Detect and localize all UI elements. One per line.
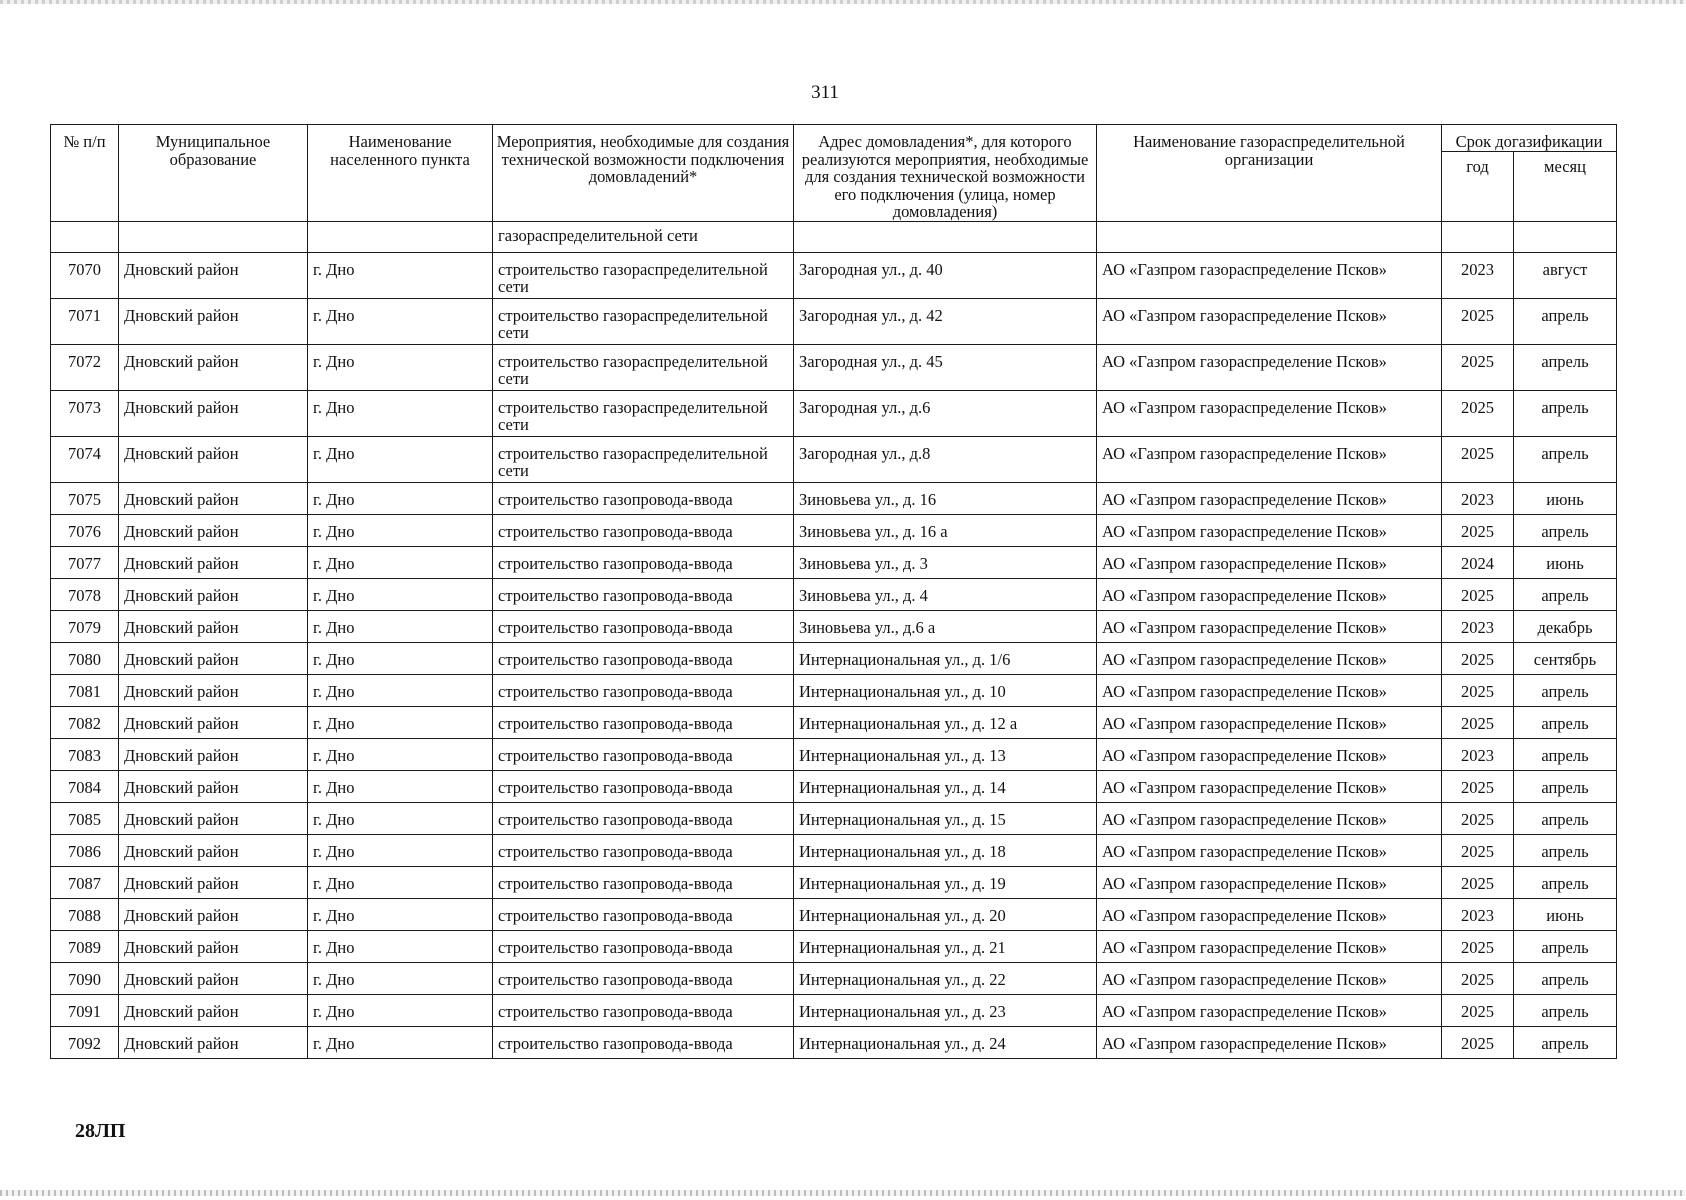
- cell-num: 7070: [51, 252, 119, 298]
- cell-municipality: Дновский район: [119, 898, 308, 930]
- cell-month: апрель: [1514, 298, 1617, 344]
- header-num: № п/п: [51, 125, 119, 222]
- cell-measure: строительство газопровода-ввода: [493, 930, 794, 962]
- cell-settlement: г. Дно: [308, 770, 493, 802]
- header-month: месяц: [1514, 151, 1617, 221]
- header-address: Адрес домовладения*, для которого реализуются мероприятия, необходимые для создания технической возможности его подключения (улица, номер домовладения): [794, 125, 1097, 222]
- cell-organization: АО «Газпром газораспределение Псков»: [1097, 514, 1442, 546]
- cell-year: 2025: [1442, 1026, 1514, 1058]
- cell-month: сентябрь: [1514, 642, 1617, 674]
- cell-municipality: Дновский район: [119, 1026, 308, 1058]
- header-municipality: Муниципальное образование: [119, 125, 308, 222]
- cell-num: 7071: [51, 298, 119, 344]
- cell-address: Интернациональная ул., д. 19: [794, 866, 1097, 898]
- cell-measure: строительство газопровода-ввода: [493, 642, 794, 674]
- cell-month: апрель: [1514, 866, 1617, 898]
- table-row: [51, 436, 1617, 482]
- cell-year: 2025: [1442, 642, 1514, 674]
- document-code: 28ЛП: [75, 1120, 126, 1142]
- cell-organization: АО «Газпром газораспределение Псков»: [1097, 578, 1442, 610]
- cell-address: Интернациональная ул., д. 21: [794, 930, 1097, 962]
- page-number: 311: [811, 82, 839, 103]
- cell-address: Загородная ул., д. 42: [794, 298, 1097, 344]
- cell-organization: АО «Газпром газораспределение Псков»: [1097, 610, 1442, 642]
- table-row: [51, 482, 1617, 514]
- cell-address: Загородная ул., д.8: [794, 436, 1097, 482]
- header-row: [51, 125, 1617, 152]
- cell-measure: строительство газораспределительной сети: [493, 390, 794, 436]
- cell-organization: АО «Газпром газораспределение Псков»: [1097, 482, 1442, 514]
- cell-year: 2023: [1442, 898, 1514, 930]
- cell-num: 7085: [51, 802, 119, 834]
- cell-num: 7087: [51, 866, 119, 898]
- cell-settlement: г. Дно: [308, 994, 493, 1026]
- cell-municipality: Дновский район: [119, 252, 308, 298]
- cell-settlement: г. Дно: [308, 390, 493, 436]
- cell-measure: строительство газораспределительной сети: [493, 344, 794, 390]
- cell-measure: строительство газопровода-ввода: [493, 962, 794, 994]
- table-row: [51, 962, 1617, 994]
- cell-num: 7075: [51, 482, 119, 514]
- cell-num: 7082: [51, 706, 119, 738]
- cell-municipality: Дновский район: [119, 674, 308, 706]
- cell-organization: АО «Газпром газораспределение Псков»: [1097, 994, 1442, 1026]
- cell-address: Зиновьева ул., д. 4: [794, 578, 1097, 610]
- cell-address: Интернациональная ул., д. 10: [794, 674, 1097, 706]
- cell-num: 7074: [51, 436, 119, 482]
- cell-month: апрель: [1514, 1026, 1617, 1058]
- table-header: [51, 125, 1617, 222]
- cell-num: 7092: [51, 1026, 119, 1058]
- cell-organization: АО «Газпром газораспределение Псков»: [1097, 898, 1442, 930]
- cell-settlement: г. Дно: [308, 866, 493, 898]
- cell-settlement: г. Дно: [308, 834, 493, 866]
- cell-year: 2025: [1442, 514, 1514, 546]
- cell-municipality: Дновский район: [119, 866, 308, 898]
- cell-settlement: г. Дно: [308, 706, 493, 738]
- cell-num: 7091: [51, 994, 119, 1026]
- cell-organization: АО «Газпром газораспределение Псков»: [1097, 866, 1442, 898]
- cell-organization: АО «Газпром газораспределение Псков»: [1097, 834, 1442, 866]
- cell-address: Интернациональная ул., д. 23: [794, 994, 1097, 1026]
- cell-num: 7078: [51, 578, 119, 610]
- cell-address: Загородная ул., д.6: [794, 390, 1097, 436]
- cell-address: Интернациональная ул., д. 15: [794, 802, 1097, 834]
- cell-year: 2025: [1442, 770, 1514, 802]
- cell-month: апрель: [1514, 390, 1617, 436]
- cell-municipality: Дновский район: [119, 994, 308, 1026]
- cell-organization: АО «Газпром газораспределение Псков»: [1097, 436, 1442, 482]
- cell-measure: строительство газопровода-ввода: [493, 546, 794, 578]
- cell-measure: строительство газопровода-ввода: [493, 898, 794, 930]
- cell-municipality: Дновский район: [119, 610, 308, 642]
- cell-num: 7079: [51, 610, 119, 642]
- cell-settlement: г. Дно: [308, 1026, 493, 1058]
- cell-municipality: Дновский район: [119, 344, 308, 390]
- table-row: [51, 514, 1617, 546]
- table-row: [51, 546, 1617, 578]
- cell-measure: строительство газораспределительной сети: [493, 436, 794, 482]
- table-row: [51, 298, 1617, 344]
- cell-municipality: Дновский район: [119, 578, 308, 610]
- cell-num: 7081: [51, 674, 119, 706]
- cell-month: апрель: [1514, 578, 1617, 610]
- table-row: [51, 834, 1617, 866]
- cell-num: 7080: [51, 642, 119, 674]
- cell-municipality: Дновский район: [119, 738, 308, 770]
- cell-organization: АО «Газпром газораспределение Псков»: [1097, 706, 1442, 738]
- cell-month: апрель: [1514, 962, 1617, 994]
- cell-address: Интернациональная ул., д. 20: [794, 898, 1097, 930]
- cell-measure: строительство газопровода-ввода: [493, 610, 794, 642]
- cell-year: 2025: [1442, 866, 1514, 898]
- cell-measure: строительство газопровода-ввода: [493, 674, 794, 706]
- cell-municipality: Дновский район: [119, 706, 308, 738]
- cell-year: 2025: [1442, 436, 1514, 482]
- cell-month: июнь: [1514, 482, 1617, 514]
- cell-organization: АО «Газпром газораспределение Псков»: [1097, 674, 1442, 706]
- cell-settlement: г. Дно: [308, 578, 493, 610]
- cell-settlement: г. Дно: [308, 344, 493, 390]
- cell-address: Интернациональная ул., д. 22: [794, 962, 1097, 994]
- cell-num: 7073: [51, 390, 119, 436]
- cell-municipality: Дновский район: [119, 930, 308, 962]
- cell-municipality: Дновский район: [119, 546, 308, 578]
- cell-num: 7086: [51, 834, 119, 866]
- cell-year: 2023: [1442, 610, 1514, 642]
- cell-settlement: г. Дно: [308, 252, 493, 298]
- cell-measure: строительство газопровода-ввода: [493, 770, 794, 802]
- cell-settlement: г. Дно: [308, 738, 493, 770]
- cell-municipality: Дновский район: [119, 962, 308, 994]
- cell-settlement: г. Дно: [308, 642, 493, 674]
- cell-measure: строительство газопровода-ввода: [493, 802, 794, 834]
- table-row: [51, 578, 1617, 610]
- cell-settlement: г. Дно: [308, 482, 493, 514]
- cell-municipality: Дновский район: [119, 436, 308, 482]
- table-body: [51, 221, 1617, 1058]
- cell-organization: АО «Газпром газораспределение Псков»: [1097, 344, 1442, 390]
- cell-num: 7077: [51, 546, 119, 578]
- table-row: [51, 706, 1617, 738]
- cell-address: Зиновьева ул., д.6 а: [794, 610, 1097, 642]
- cell-settlement: г. Дно: [308, 436, 493, 482]
- cell-measure: строительство газопровода-ввода: [493, 994, 794, 1026]
- cell-address: Интернациональная ул., д. 13: [794, 738, 1097, 770]
- cell-month: апрель: [1514, 344, 1617, 390]
- cell-organization: АО «Газпром газораспределение Псков»: [1097, 390, 1442, 436]
- cell-municipality: Дновский район: [119, 642, 308, 674]
- cell-municipality: Дновский район: [119, 390, 308, 436]
- cell-measure: строительство газопровода-ввода: [493, 1026, 794, 1058]
- table-row: [51, 610, 1617, 642]
- header-organization: Наименование газораспределительной организации: [1097, 125, 1442, 222]
- gasification-table: [50, 124, 1617, 1059]
- cell-address: Интернациональная ул., д. 12 а: [794, 706, 1097, 738]
- cell-month: апрель: [1514, 770, 1617, 802]
- cell-address: Зиновьева ул., д. 16: [794, 482, 1097, 514]
- cell-year: 2025: [1442, 298, 1514, 344]
- cell-month: апрель: [1514, 930, 1617, 962]
- cell-address: Загородная ул., д. 45: [794, 344, 1097, 390]
- cell-month: апрель: [1514, 436, 1617, 482]
- cell-month: июнь: [1514, 546, 1617, 578]
- cell-measure: строительство газопровода-ввода: [493, 514, 794, 546]
- cell-month: апрель: [1514, 674, 1617, 706]
- cell-year: 2025: [1442, 834, 1514, 866]
- cell-num: 7089: [51, 930, 119, 962]
- cell-year: 2025: [1442, 706, 1514, 738]
- cell-settlement: г. Дно: [308, 546, 493, 578]
- cell-measure: строительство газопровода-ввода: [493, 834, 794, 866]
- table-row: [51, 930, 1617, 962]
- cell-month: декабрь: [1514, 610, 1617, 642]
- cell-month: апрель: [1514, 834, 1617, 866]
- cell-measure: строительство газопровода-ввода: [493, 578, 794, 610]
- cell-address: Интернациональная ул., д. 1/6: [794, 642, 1097, 674]
- cell-organization: АО «Газпром газораспределение Псков»: [1097, 930, 1442, 962]
- cell-num: 7072: [51, 344, 119, 390]
- table-row: [51, 866, 1617, 898]
- scan-edge-bottom: [0, 1190, 1686, 1196]
- cell-municipality: Дновский район: [119, 770, 308, 802]
- table-row: [51, 344, 1617, 390]
- header-settlement: Наименование населенного пункта: [308, 125, 493, 222]
- cell-address: Интернациональная ул., д. 18: [794, 834, 1097, 866]
- continuation-row: [51, 221, 1617, 252]
- cell-month: апрель: [1514, 514, 1617, 546]
- cell-month: апрель: [1514, 994, 1617, 1026]
- cell-organization: АО «Газпром газораспределение Псков»: [1097, 962, 1442, 994]
- cell-month: апрель: [1514, 738, 1617, 770]
- cell-year: 2025: [1442, 962, 1514, 994]
- table-row: [51, 802, 1617, 834]
- table-row: [51, 738, 1617, 770]
- cell-settlement: г. Дно: [308, 298, 493, 344]
- cell-settlement: г. Дно: [308, 962, 493, 994]
- cell-address: Зиновьева ул., д. 16 а: [794, 514, 1097, 546]
- cell-month: июнь: [1514, 898, 1617, 930]
- cell-municipality: Дновский район: [119, 802, 308, 834]
- cell-num: 7076: [51, 514, 119, 546]
- cell-measure: строительство газопровода-ввода: [493, 738, 794, 770]
- table-row: [51, 994, 1617, 1026]
- cell-organization: АО «Газпром газораспределение Псков»: [1097, 252, 1442, 298]
- cell-year: 2025: [1442, 994, 1514, 1026]
- table-row: [51, 770, 1617, 802]
- cell-settlement: г. Дно: [308, 802, 493, 834]
- cell-organization: АО «Газпром газораспределение Псков»: [1097, 770, 1442, 802]
- cell-measure: строительство газораспределительной сети: [493, 298, 794, 344]
- cell-municipality: Дновский район: [119, 482, 308, 514]
- cell-measure: строительство газопровода-ввода: [493, 706, 794, 738]
- cell-organization: АО «Газпром газораспределение Псков»: [1097, 642, 1442, 674]
- cell-month: апрель: [1514, 706, 1617, 738]
- cell-settlement: г. Дно: [308, 514, 493, 546]
- cell-settlement: г. Дно: [308, 930, 493, 962]
- cell-settlement: г. Дно: [308, 674, 493, 706]
- header-measures: Мероприятия, необходимые для создания технической возможности подключения домовладений*: [493, 125, 794, 222]
- cell-address: Зиновьева ул., д. 3: [794, 546, 1097, 578]
- cell-month: апрель: [1514, 802, 1617, 834]
- cell-organization: АО «Газпром газораспределение Псков»: [1097, 738, 1442, 770]
- table-row: [51, 252, 1617, 298]
- cell-measure: строительство газопровода-ввода: [493, 482, 794, 514]
- cell-address: Загородная ул., д. 40: [794, 252, 1097, 298]
- table-row: [51, 1026, 1617, 1058]
- cell-year: 2024: [1442, 546, 1514, 578]
- cell-year: 2025: [1442, 802, 1514, 834]
- cell-year: 2023: [1442, 738, 1514, 770]
- cell-year: 2025: [1442, 930, 1514, 962]
- cell-settlement: г. Дно: [308, 898, 493, 930]
- cell-num: 7090: [51, 962, 119, 994]
- cell-organization: АО «Газпром газораспределение Псков»: [1097, 298, 1442, 344]
- header-year: год: [1442, 151, 1514, 221]
- cell-municipality: Дновский район: [119, 514, 308, 546]
- cell-municipality: Дновский район: [119, 834, 308, 866]
- cell-address: Интернациональная ул., д. 24: [794, 1026, 1097, 1058]
- cell-municipality: Дновский район: [119, 298, 308, 344]
- cell-year: 2025: [1442, 344, 1514, 390]
- cell-organization: АО «Газпром газораспределение Псков»: [1097, 1026, 1442, 1058]
- table-row: [51, 642, 1617, 674]
- cell-organization: АО «Газпром газораспределение Псков»: [1097, 546, 1442, 578]
- cell-month: август: [1514, 252, 1617, 298]
- cell-year: 2025: [1442, 674, 1514, 706]
- cell-address: Интернациональная ул., д. 14: [794, 770, 1097, 802]
- cell-measure: строительство газопровода-ввода: [493, 866, 794, 898]
- scan-edge-top: [0, 0, 1686, 4]
- table-row: [51, 674, 1617, 706]
- cell-year: 2025: [1442, 390, 1514, 436]
- cell-organization: АО «Газпром газораспределение Псков»: [1097, 802, 1442, 834]
- cell-num: 7084: [51, 770, 119, 802]
- cell-num: 7088: [51, 898, 119, 930]
- cell-year: 2023: [1442, 482, 1514, 514]
- continuation-measure: газораспределительной сети: [493, 221, 794, 252]
- cell-year: 2023: [1442, 252, 1514, 298]
- cell-measure: строительство газораспределительной сети: [493, 252, 794, 298]
- table-row: [51, 898, 1617, 930]
- cell-num: 7083: [51, 738, 119, 770]
- cell-year: 2025: [1442, 578, 1514, 610]
- cell-settlement: г. Дно: [308, 610, 493, 642]
- table-row: [51, 390, 1617, 436]
- header-deadline: Срок догазификации: [1442, 125, 1617, 152]
